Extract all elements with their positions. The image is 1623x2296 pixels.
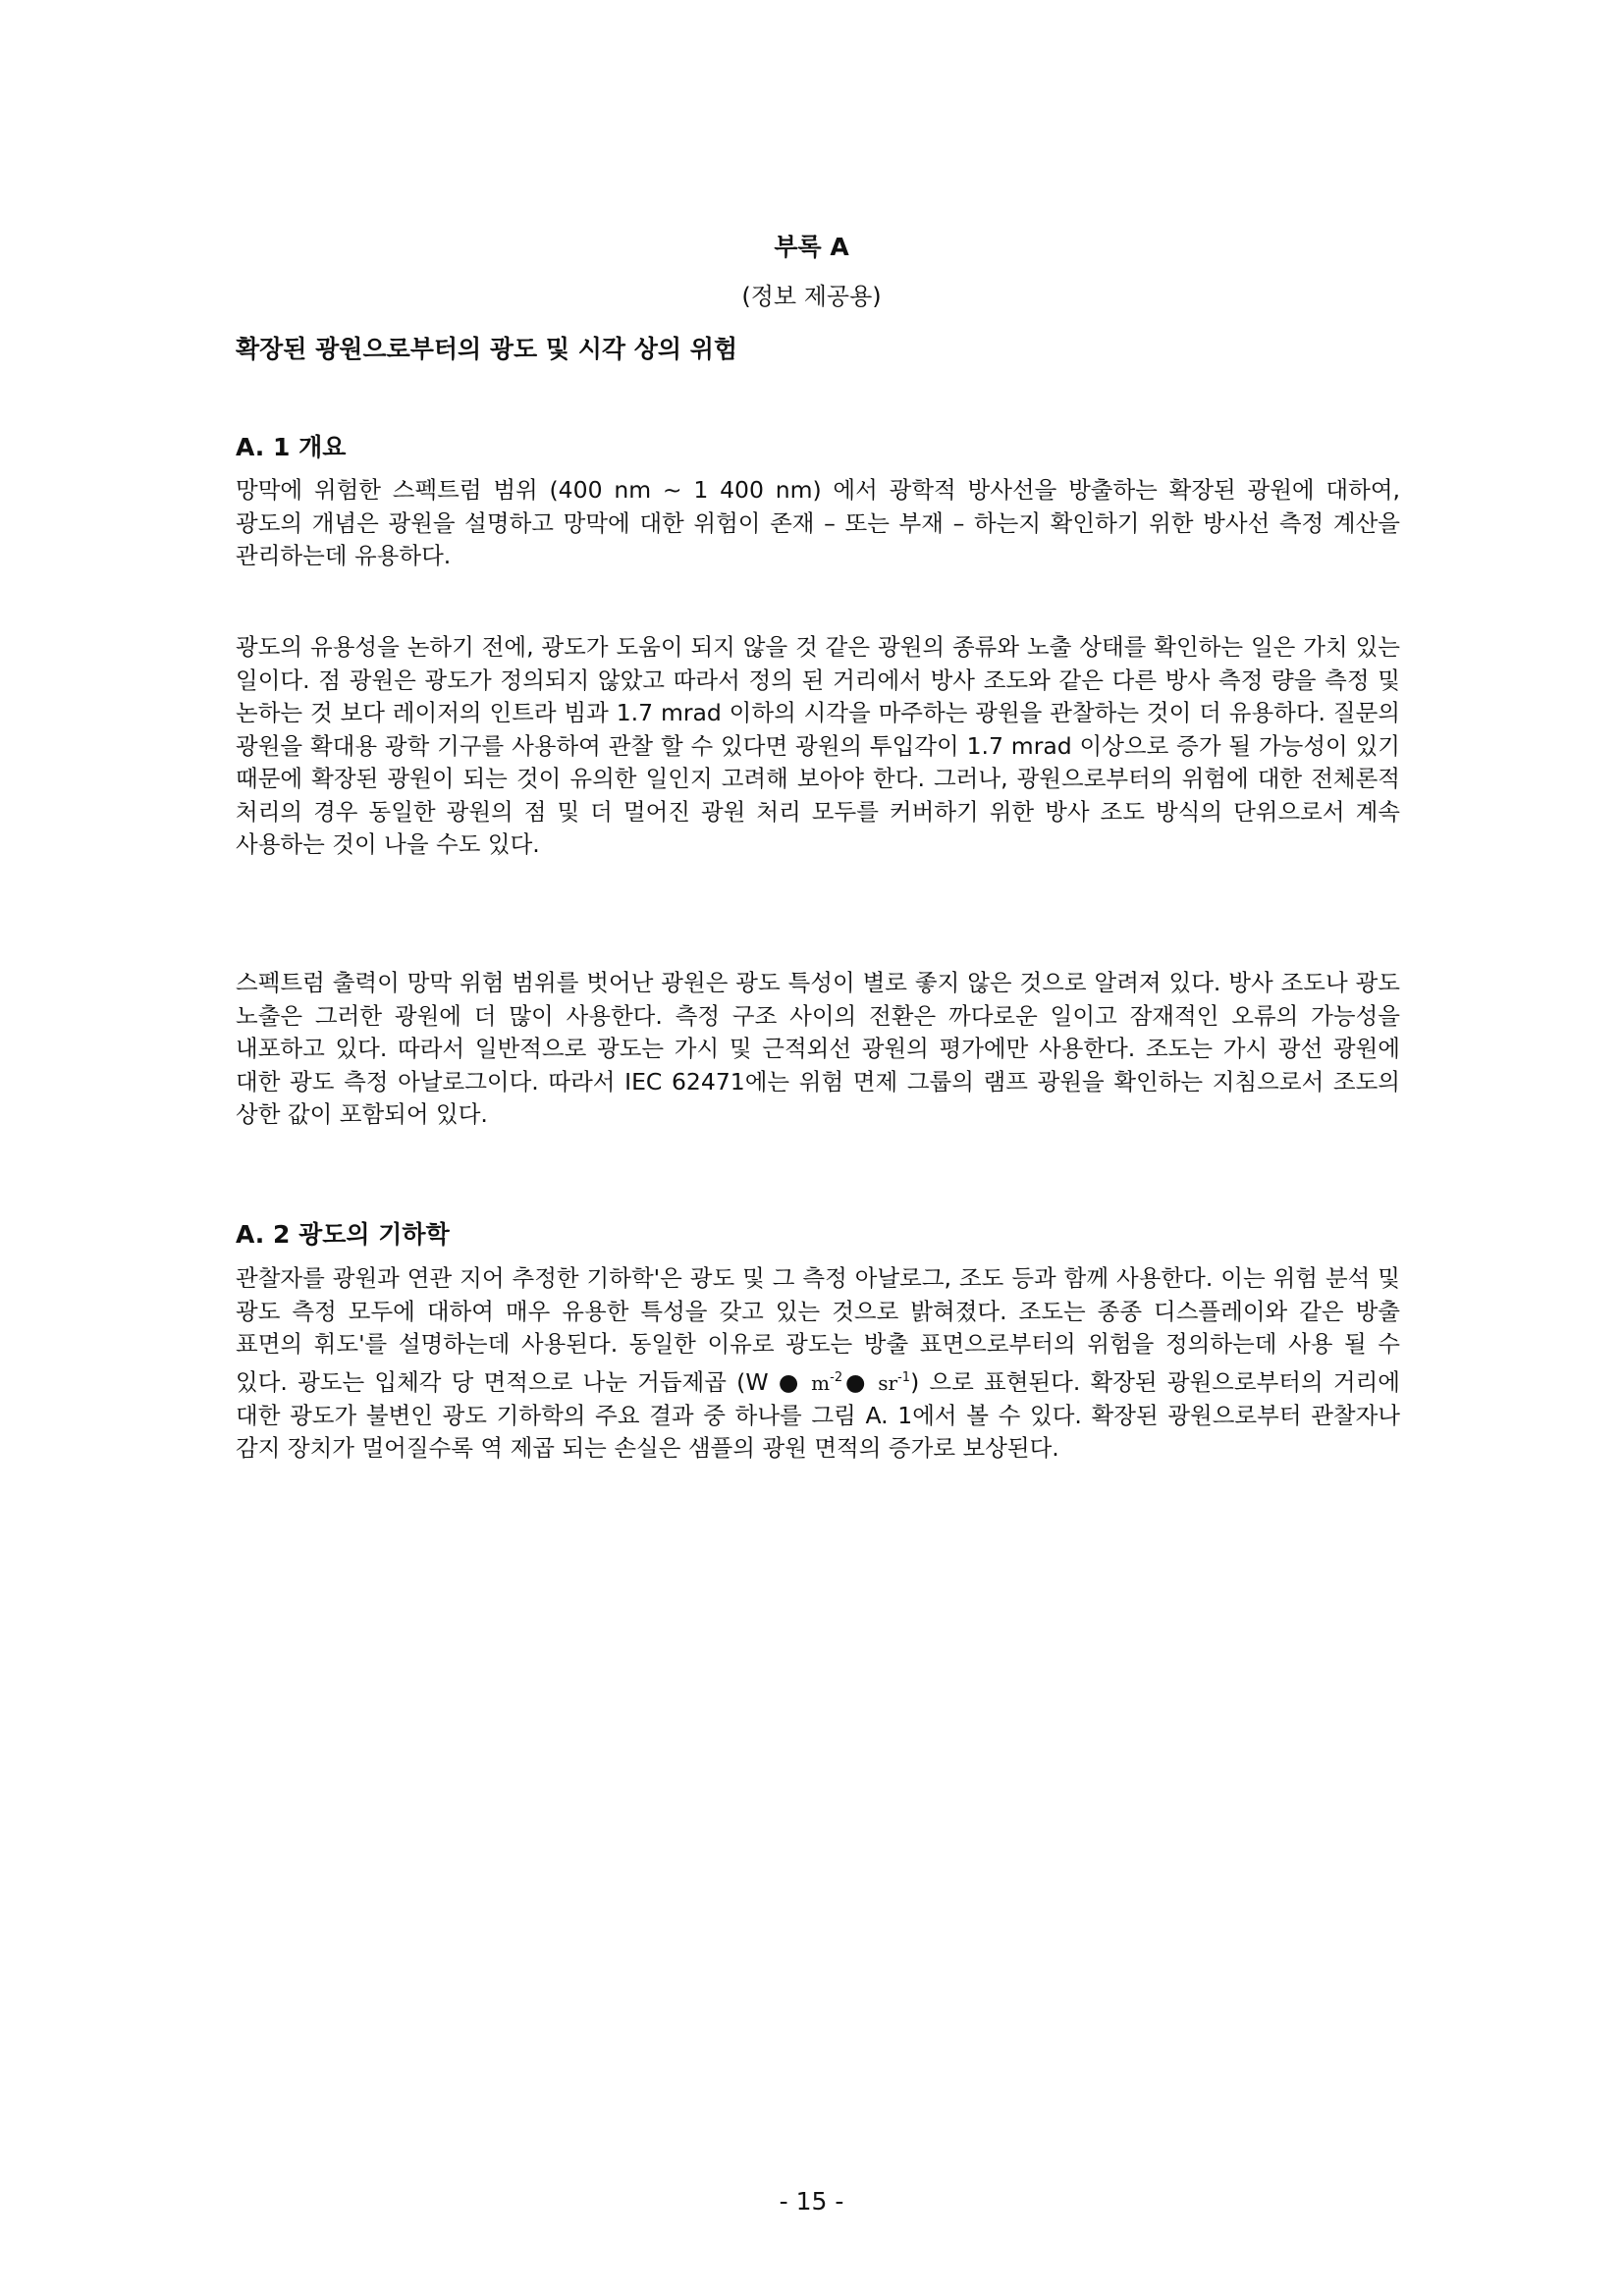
unit-m: m bbox=[811, 1370, 831, 1395]
page-number: - 15 - bbox=[779, 2187, 844, 2216]
paragraph-text-before-unit: 관찰자를 광원과 연관 지어 추정한 기하학'은 광도 및 그 측정 아날로그, 조도 등과 함께 사용한다. 이는 위험 분석 및 광도 측정 모두에 대하여 매우 유용한 특성을 갖고 있는 것으로 밝혀졌다. 조도는 종종 디스플레이와 같은 방출 표면의 휘도'를 설명하는데 사용된다. 동일한 이유로 광도는 방출 표면으로부터의 위험을 정의하는데 사용 될 수 있다. 광도는 입체각 당 면적으로 나눈 거듭제곱 (W ● bbox=[236, 1264, 1400, 1396]
section-a1-paragraph-3: 스펙트럼 출력이 망막 위험 범위를 벗어난 광원은 광도 특성이 별로 좋지 않은 것으로 알려져 있다. 방사 조도나 광도 노출은 그러한 광원에 더 많이 사용한다. 측정 구조 사이의 전환은 까다로운 일이고 잠재적인 오류의 가능성을 내포하고 있다. 따라서 일반적으로 광도는 가시 및 근적외선 광원의 평가에만 사용한다. 조도는 가시 광선 광원에 대한 광도 측정 아날로그이다. 따라서 IEC 62471에는 위험 면제 그룹의 램프 광원을 확인하는 지침으로서 조도의 상한 값이 포함되어 있다. bbox=[236, 969, 1400, 1128]
section-a1-paragraph-2: 광도의 유용성을 논하기 전에, 광도가 도움이 되지 않을 것 같은 광원의 종류와 노출 상태를 확인하는 일은 가치 있는 일이다. 점 광원은 광도가 정의되지 않았고 따라서 정의 된 거리에서 방사 조도와 같은 다른 방사 측정 량을 측정 및 논하는 것 보다 레이저의 인트라 빔과 1.7 mrad 이하의 시각을 마주하는 광원을 관찰하는 것이 더 유용하다. 질문의 광원을 확대용 광학 기구를 사용하여 관찰 할 수 있다면 광원의 투입각이 1.7 mrad 이상으로 증가 될 가능성이 있기 때문에 확장된 광원이 되는 것이 유의한 일인지 고려해 보아야 한다. 그러나, 광원으로부터의 위험에 대한 전체론적 처리의 경우 동일한 광원의 점 및 더 멀어진 광원 처리 모두를 커버하기 위한 방사 조도 방식의 단위으로서 계속 사용하는 것이 나을 수도 있다. bbox=[236, 633, 1400, 858]
annex-title: 부록 A bbox=[774, 233, 849, 261]
section-a1-heading: A. 1 개요 bbox=[236, 433, 347, 461]
unit-sr-exponent: -1 bbox=[897, 1369, 911, 1385]
section-a2-heading: A. 2 광도의 기하학 bbox=[236, 1220, 450, 1249]
section-a2-paragraph-1 bbox=[236, 1262, 1400, 1466]
unit-m-exponent: -2 bbox=[830, 1369, 843, 1385]
section-a1-paragraph-1: 망막에 위험한 스펙트럼 범위 (400 nm ~ 1 400 nm) 에서 광학적 방사선을 방출하는 확장된 광원에 대하여, 광도의 개념은 광원을 설명하고 망막에 대한 위험이 존재 – 또는 부재 – 하는지 확인하기 위한 방사선 측정 계산을 관리하는데 유용하다. bbox=[236, 476, 1400, 569]
unit-sr: sr bbox=[878, 1370, 898, 1395]
unit-dot: ● bbox=[842, 1367, 879, 1396]
paragraph-text-after-unit: ) 으로 표현된다. 확장된 광원으로부터의 거리에 대한 광도가 불변인 광도 기하학의 주요 결과 중 하나를 그림 A. 1에서 볼 수 있다. 확장된 광원으로부터 관찰자나 감지 장치가 멀어질수록 역 제곱 되는 손실은 샘플의 광원 면적의 증가로 보상된다. bbox=[236, 1367, 1400, 1463]
annex-subtitle: (정보 제공용) bbox=[741, 283, 882, 310]
annex-main-title: 확장된 광원으로부터의 광도 및 시각 상의 위험 bbox=[236, 335, 738, 363]
